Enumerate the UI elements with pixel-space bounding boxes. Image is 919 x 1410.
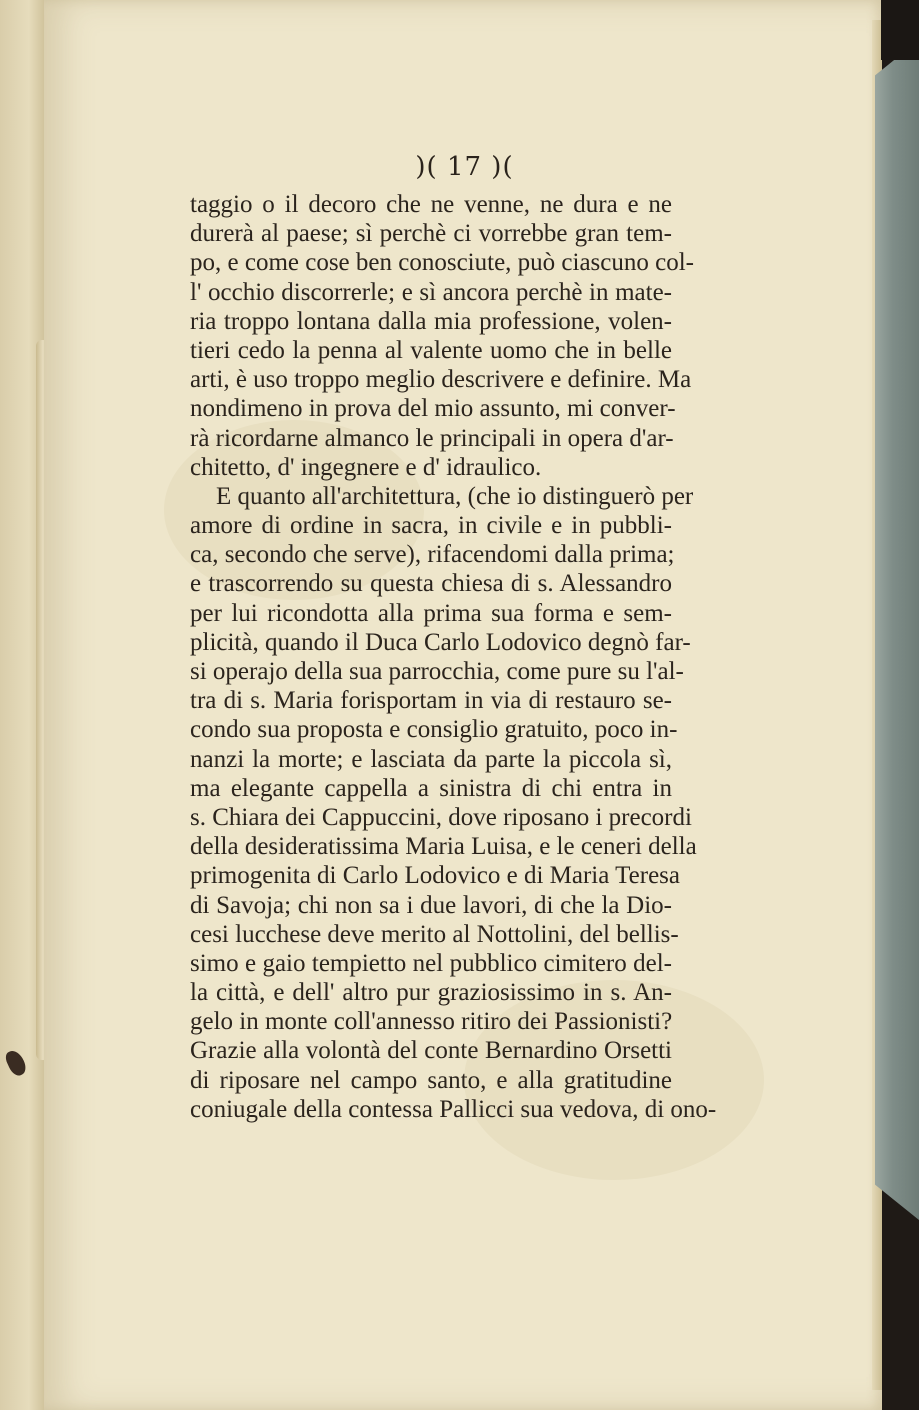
text-line: ma elegante cappella a sinistra di chi entra in xyxy=(190,774,672,802)
text-line: ria troppo lontana dalla mia professione, volen- xyxy=(190,307,672,335)
text-line: tieri cedo la penna al valente uomo che in belle xyxy=(190,336,672,364)
text-line: amore di ordine in sacra, in civile e in pubbli- xyxy=(190,512,672,540)
text-line: condo sua proposta e consiglio gratuito, poco in- xyxy=(190,716,678,744)
text-line: coniugale della contessa Pallicci sua vedova, di ono- xyxy=(190,1095,717,1123)
background-corner xyxy=(881,0,919,60)
text-line: taggio o il decoro che ne venne, ne dura e ne xyxy=(190,191,672,218)
body-text xyxy=(190,190,717,1124)
text-line: di Savoja; chi non sa i due lavori, di che la Dio- xyxy=(190,891,672,919)
paragraph xyxy=(190,482,717,1124)
text-line: durerà al paese; sì perchè ci vorrebbe gran tem- xyxy=(190,220,672,248)
text-line: po, e come cose ben conosciute, può ciascuno col- xyxy=(190,249,694,277)
text-line: s. Chiara dei Cappuccini, dove riposano i precordi xyxy=(190,803,692,831)
text-line: nanzi la morte; e lasciata da parte la piccola sì, xyxy=(190,745,672,773)
text-line: nondimeno in prova del mio assunto, mi conver- xyxy=(190,395,676,423)
text-line: arti, è uso troppo meglio descrivere e definire. Ma xyxy=(190,366,692,394)
text-line: e trascorrendo su questa chiesa di s. Alessandro xyxy=(190,570,672,598)
text-line: la città, e dell' altro pur graziosissimo in s. An- xyxy=(190,979,672,1007)
text-line: E quanto all'architettura, (che io distinguerò per xyxy=(216,482,694,510)
text-line: Grazie alla volontà del conte Bernardino Orsetti xyxy=(190,1037,672,1065)
cover-board xyxy=(875,40,919,1220)
text-line: ca, secondo che serve), rifacendomi dalla prima; xyxy=(190,541,675,569)
text-line: cesi lucchese deve merito al Nottolini, del bellis- xyxy=(190,920,679,948)
text-line: l' occhio discorrerle; e sì ancora perchè in mate- xyxy=(190,278,672,306)
text-line: plicità, quando il Duca Carlo Lodovico degnò far- xyxy=(190,628,691,656)
text-line: chitetto, d' ingegnere e d' idraulico. xyxy=(190,453,542,481)
text-line: primogenita di Carlo Lodovico e di Maria Teresa xyxy=(190,862,681,890)
page-number: )( 17 )( xyxy=(415,152,514,182)
paragraph xyxy=(190,190,694,482)
text-line: rà ricordarne almanco le principali in opera d'ar- xyxy=(190,424,674,452)
text-line: gelo in monte coll'annesso ritiro dei Passionisti? xyxy=(190,1008,673,1036)
text-line: tra di s. Maria forisportam in via di restauro se- xyxy=(190,687,672,715)
text-line: per lui ricondotta alla prima sua forma e sem- xyxy=(190,599,672,627)
text-line: simo e gaio tempietto nel pubblico cimitero del- xyxy=(190,949,672,977)
text-line: della desideratissima Maria Luisa, e le ceneri della xyxy=(190,833,697,861)
text-line: di riposare nel campo santo, e alla gratitudine xyxy=(190,1066,672,1094)
text-line: si operajo della sua parrocchia, come pure su l'al- xyxy=(190,658,684,685)
